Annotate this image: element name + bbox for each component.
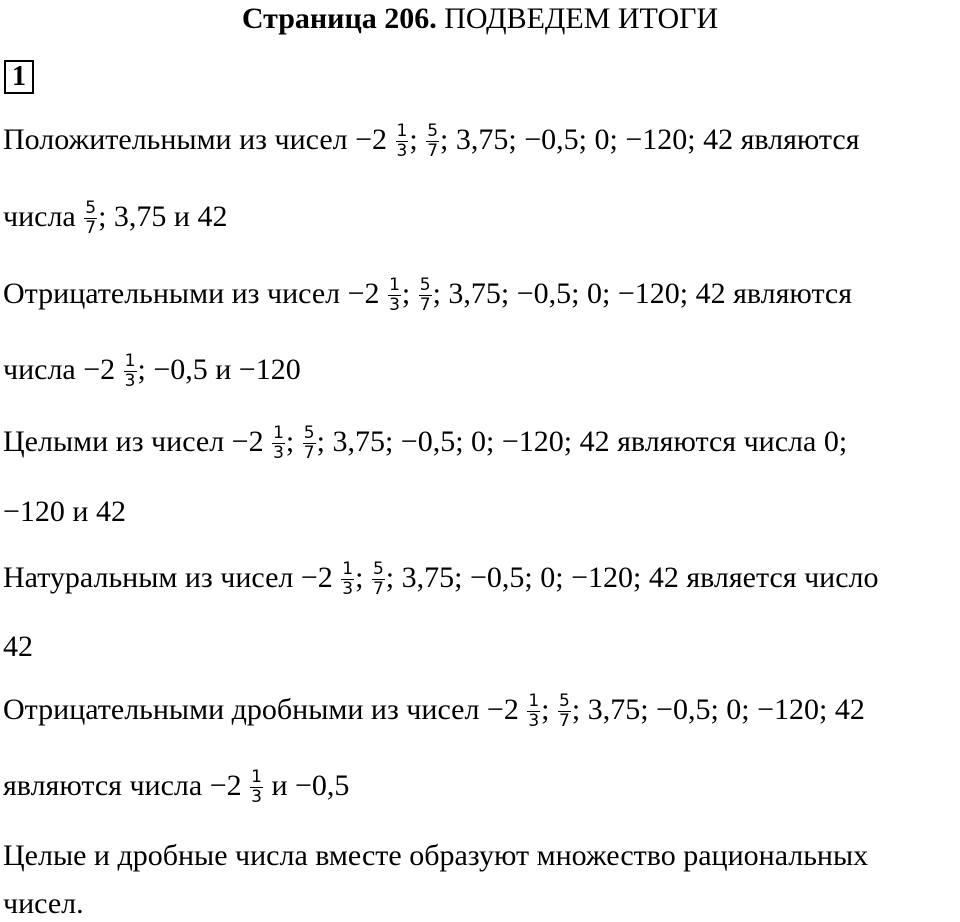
p1-line2: числа $\frac{5}{7}$ ; 3,75 и 42: [3, 197, 228, 238]
fraction-one-third: $\frac{1}{3}$: [342, 558, 354, 599]
fraction-one-third: $\frac{1}{3}$: [251, 766, 262, 807]
fraction-one-third: $\frac{1}{3}$: [124, 350, 136, 391]
p6-line2: чисел.: [3, 887, 84, 920]
fraction-five-sevenths: $\frac{5}{7}$: [372, 558, 384, 599]
p6-line1: Целые и дробные числа вместе образуют множество рациональных: [3, 839, 869, 872]
fraction-five-sevenths: $\frac{5}{7}$: [559, 690, 570, 731]
fraction-five-sevenths: $\frac{5}{7}$: [427, 120, 439, 161]
p1-line1: Положительными из чисел −2 $\frac{1}{3}$ ; $\frac{5}{7}$ ; 3,75; −0,5; 0; −120; 42 являются: [3, 120, 860, 161]
p5-line1: Отрицательными дробными из чисел −2 $\frac{1}{3}$ ; $\frac{5}{7}$ ; 3,75; −0,5; 0; −120; 42: [3, 690, 865, 731]
fraction-one-third: $\frac{1}{3}$: [389, 274, 400, 315]
p3-line2: −120 и 42: [3, 495, 126, 528]
page-title: [0, 2, 960, 36]
fraction-five-sevenths: $\frac{5}{7}$: [303, 422, 315, 463]
p5-line2: являются числа −2 $\frac{1}{3}$ и −0,5: [3, 766, 350, 807]
p2-line2: числа −2 $\frac{1}{3}$ ; −0,5 и −120: [3, 350, 301, 391]
p4-line2: 42: [3, 630, 33, 663]
p3-line1: Целыми из чисел −2 $\frac{1}{3}$ ; $\frac{5}{7}$ ; 3,75; −0,5; 0; −120; 42 являются числа 0;: [3, 422, 848, 463]
fraction-five-sevenths: $\frac{5}{7}$: [85, 197, 97, 238]
fraction-one-third: $\frac{1}{3}$: [396, 120, 408, 161]
task-number-box: 1: [4, 60, 34, 94]
page-label: Страница 206.: [241, 2, 437, 35]
fraction-one-third: $\frac{1}{3}$: [528, 690, 540, 731]
fraction-five-sevenths: $\frac{5}{7}$: [419, 274, 431, 315]
p4-line1: Натуральным из чисел −2 $\frac{1}{3}$ ; $\frac{5}{7}$ ; 3,75; −0,5; 0; −120; 42 является число: [3, 558, 879, 599]
fraction-one-third: $\frac{1}{3}$: [273, 422, 284, 463]
section-title: ПОДВЕДЕМ ИТОГИ: [444, 2, 719, 35]
p2-line1: Отрицательными из чисел −2 $\frac{1}{3}$ ; $\frac{5}{7}$ ; 3,75; −0,5; 0; −120; 42 являются: [3, 274, 853, 315]
